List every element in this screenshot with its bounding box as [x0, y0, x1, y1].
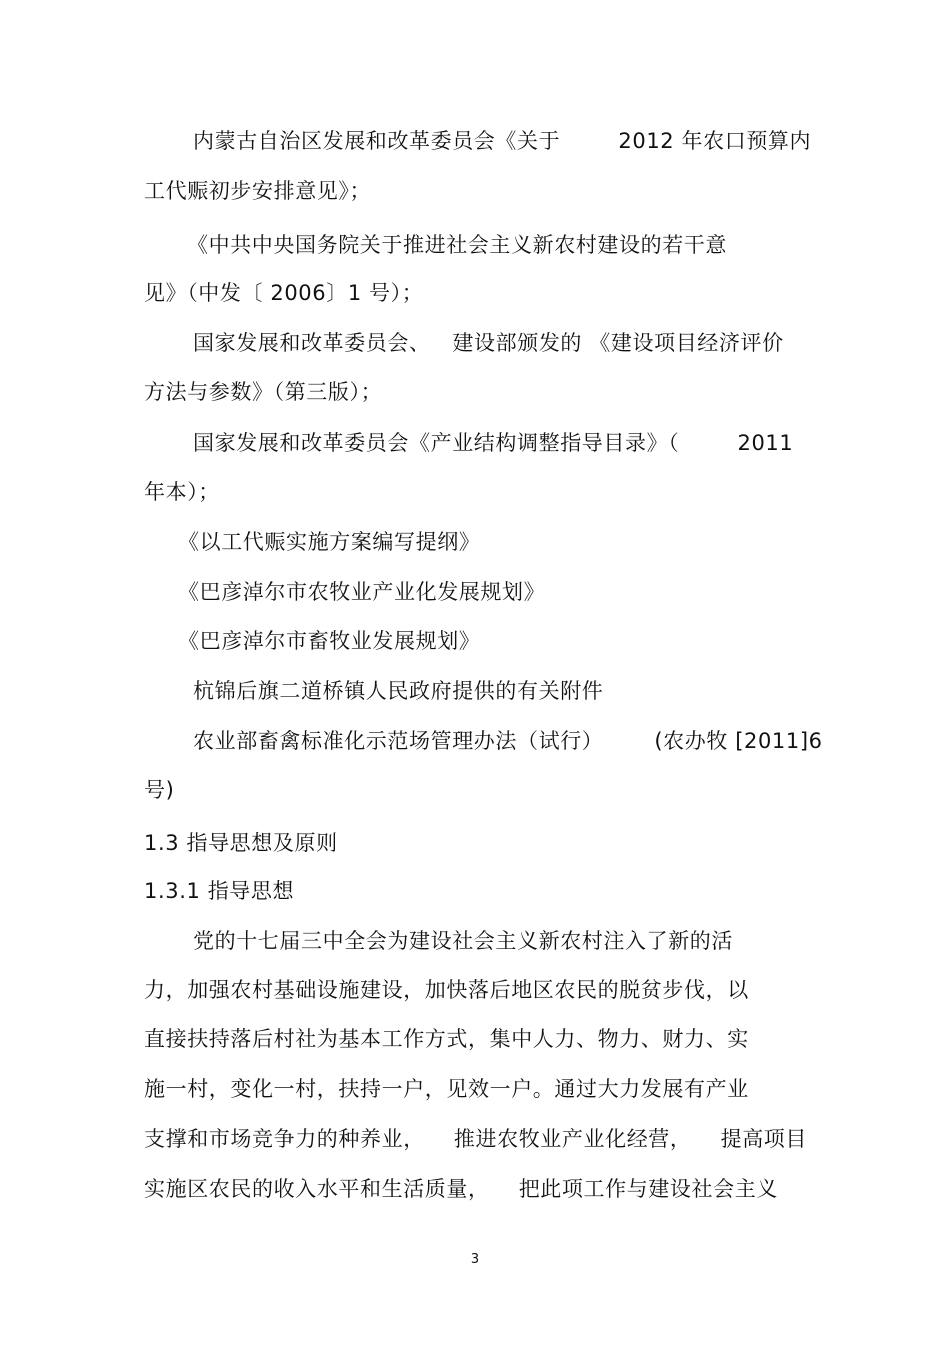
- text-line: 国家发展和改革委员会、 建设部颁发的 《建设项目经济评价: [193, 331, 784, 355]
- text-line: 工代赈初步安排意见》；: [144, 179, 372, 203]
- text-line: 方法与参数》（第三版）；: [144, 380, 383, 404]
- text-line: 实施区农民的收入水平和生活质量， 把此项工作与建设社会主义: [144, 1177, 778, 1201]
- reference-item: 《以工代赈实施方案编写提纲》: [178, 530, 481, 554]
- text-line: 直接扶持落后村社为基本工作方式，集中人力、物力、财力、实: [144, 1027, 749, 1051]
- subsection-heading: 1.3.1 指导思想: [144, 879, 295, 903]
- text-line: 党的十七届三中全会为建设社会主义新农村注入了新的活: [193, 929, 733, 953]
- text-line: 国家发展和改革委员会《产业结构调整指导目录》（ 2011: [193, 431, 794, 455]
- reference-item: 《巴彦淖尔市农牧业产业化发展规划》: [178, 580, 546, 604]
- text-line: 力，加强农村基础设施建设，加快落后地区农民的脱贫步伐，以: [144, 978, 749, 1002]
- text-line: 《中共中央国务院关于推进社会主义新农村建设的若干意: [187, 233, 727, 257]
- text-line: 号): [144, 778, 175, 802]
- text-line: 施一村，变化一村，扶持一户，见效一户。通过大力发展有产业: [144, 1077, 749, 1101]
- page-number: 3: [470, 1252, 480, 1267]
- text-line: 年本）；: [144, 480, 220, 504]
- text-line: 支撑和市场竞争力的种养业， 推进农牧业产业化经营， 提高项目: [144, 1127, 807, 1151]
- reference-item: 《巴彦淖尔市畜牧业发展规划》: [178, 629, 481, 653]
- text-line: 见》（中发〔 2006〕1 号）；: [144, 281, 424, 305]
- section-heading: 1.3 指导思想及原则: [144, 831, 338, 855]
- text-line: 内蒙古自治区发展和改革委员会《关于 2012 年农口预算内: [193, 129, 812, 153]
- reference-item: 杭锦后旗二道桥镇人民政府提供的有关附件: [193, 679, 604, 703]
- text-line: 农业部畜禽标准化示范场管理办法（试行） (农办牧 [2011]6: [193, 729, 823, 753]
